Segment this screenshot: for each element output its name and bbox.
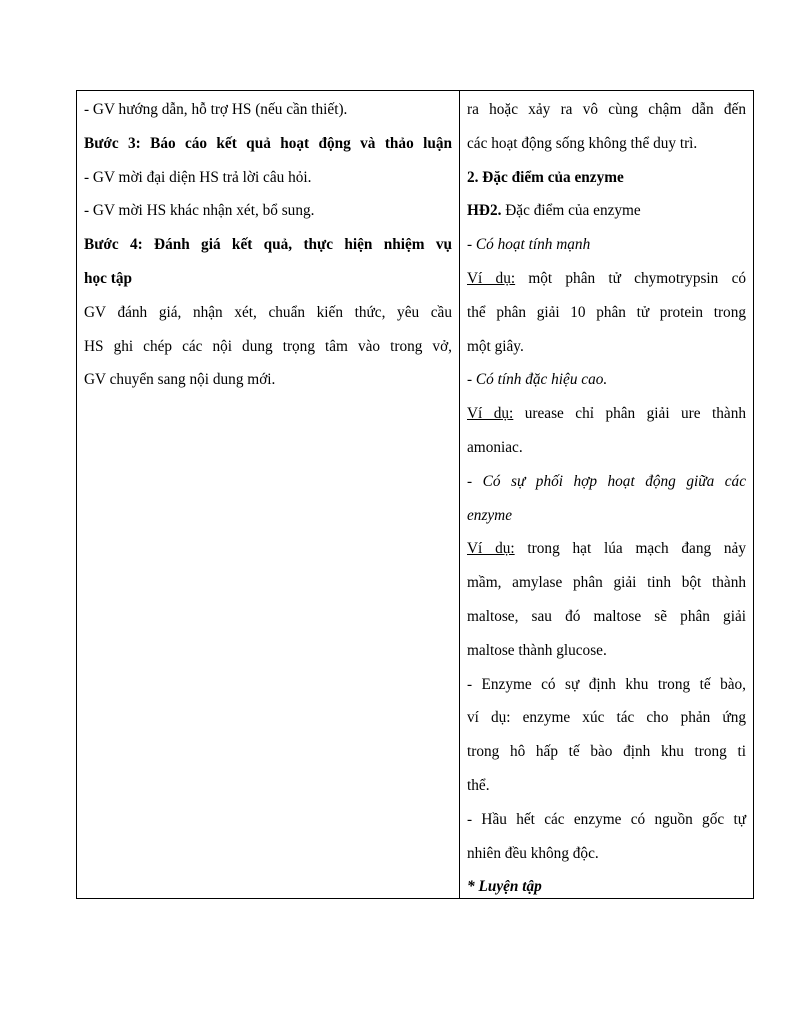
step3-heading: Bước 3: Báo cáo kết quả hoạt động và thảo luận [84, 134, 452, 152]
feature-strong-activity: - Có hoạt tính mạnh [467, 236, 591, 254]
guidance-text: - GV hướng dẫn, hỗ trợ HS (nếu cần thiết). [84, 101, 348, 118]
feature-coordination-line2: enzyme [467, 506, 513, 524]
section-heading: 2. Đặc điểm của enzyme [467, 168, 624, 186]
feature-nontoxic-line2: nhiên đều không độc. [467, 844, 599, 862]
feature-nontoxic-line1: - Hầu hết các enzyme có nguồn gốc tự [467, 810, 746, 828]
example3-line3: maltose, sau đó maltose sẽ phân giải [467, 607, 746, 625]
feature-coordination-line1: - Có sự phối hợp hoạt động giữa các [467, 472, 746, 490]
example1-line3: một giây. [467, 337, 524, 355]
example1-text: một phân tử chymotrypsin có [515, 269, 747, 287]
example1-line2: thể phân giải 10 phân tử protein trong [467, 303, 746, 321]
example-label: Ví dụ: [467, 269, 516, 287]
invite-comment-text: - GV mời HS khác nhận xét, bổ sung. [84, 202, 315, 220]
practice-heading: * Luyện tập [467, 878, 542, 896]
continued-text-line1: ra hoặc xảy ra vô cùng chậm dẫn đến [467, 101, 746, 118]
continued-text-line2: các hoạt động sống không thể duy trì. [467, 134, 698, 152]
feature-localization-line2: ví dụ: enzyme xúc tác cho phản ứng [467, 709, 746, 727]
content-column [460, 91, 753, 898]
example-label: Ví dụ: [467, 540, 515, 558]
evaluation-text-line2: HS ghi chép các nội dung trọng tâm vào trong vở, [84, 337, 452, 355]
evaluation-text-line1: GV đánh giá, nhận xét, chuẩn kiến thức, yêu cầu [84, 303, 452, 321]
activity-title [467, 194, 746, 228]
example-label: Ví dụ: [467, 405, 514, 423]
invite-answer-text: - GV mời đại diện HS trả lời câu hỏi. [84, 168, 312, 186]
activity-title-text: Đặc điểm của enzyme [501, 202, 641, 220]
step4-heading-line1: Bước 4: Đánh giá kết quả, thực hiện nhiệm vụ [84, 236, 452, 254]
feature-specificity: - Có tính đặc hiệu cao. [467, 371, 608, 389]
example3-line2: mầm, amylase phân giải tinh bột thành [467, 574, 746, 592]
feature-localization-line1: - Enzyme có sự định khu trong tế bào, [467, 675, 746, 693]
example3-line1 [467, 532, 746, 566]
feature-localization-line3: trong hô hấp tế bào định khu trong ti [467, 743, 746, 761]
lesson-table [76, 90, 754, 899]
evaluation-text-line3: GV chuyển sang nội dung mới. [84, 371, 276, 389]
feature-localization-line4: thể. [467, 776, 490, 794]
example2-line1 [467, 397, 746, 431]
activity-label: HĐ2. [467, 202, 502, 220]
example2-line2: amoniac. [467, 438, 523, 456]
example1-line1 [467, 262, 746, 296]
step4-heading-line2: học tập [84, 269, 133, 287]
teacher-activity-column [77, 91, 460, 898]
example3-text: trong hạt lúa mạch đang nảy [514, 540, 746, 558]
example2-text: urease chỉ phân giải ure thành [513, 405, 747, 423]
example3-line4: maltose thành glucose. [467, 641, 607, 659]
